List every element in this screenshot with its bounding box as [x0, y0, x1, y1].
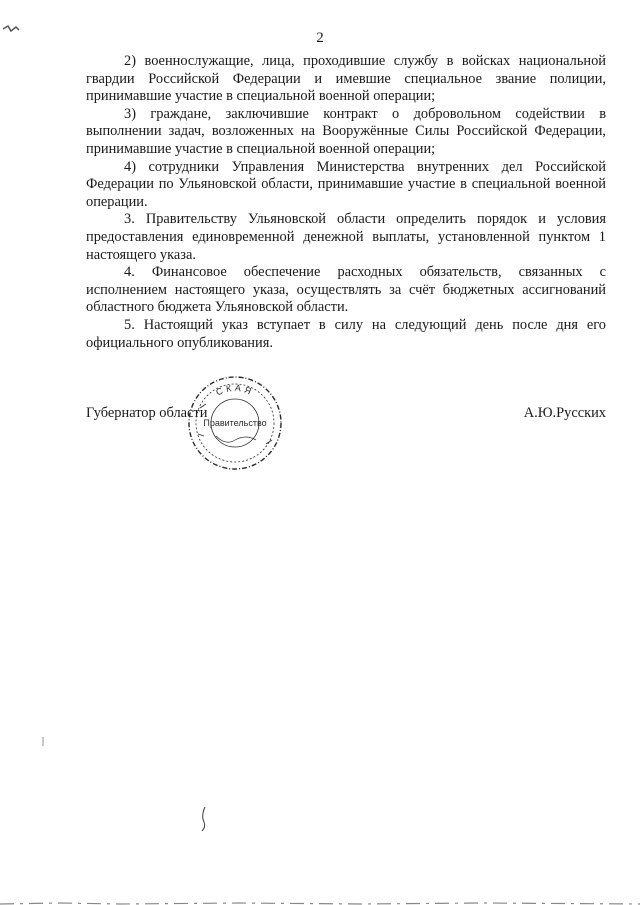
paragraph-item-4: 4) сотрудники Управления Министерства внутренних дел Российской Федерации по Ульяновской области, принимавшие участие в специальной военной операции.: [86, 158, 606, 210]
seal-ring-text: СКАЯ: [214, 382, 256, 398]
page-number: 2: [316, 30, 324, 46]
official-seal-stamp: [186, 374, 284, 472]
dot-mark-icon: [40, 736, 46, 748]
document-body: [86, 53, 606, 352]
paragraph-clause-5: 5. Настоящий указ вступает в силу на следующий день после дня его официального опубликования.: [86, 316, 606, 351]
seal-center-text: Правительство: [203, 418, 267, 428]
signatory-name: А.Ю.Русских: [523, 405, 606, 421]
scan-artifact-icon: [2, 22, 20, 36]
paragraph-item-3: 3) граждане, заключившие контракт о добровольном содействии в выполнении задач, возложенных на Вооружённые Силы Российской Федерации, принимавшие участие в специальной военной операции;: [86, 105, 606, 157]
paragraph-clause-3: 3. Правительству Ульяновской области определить порядок и условия предоставления единовременной денежной выплаты, установленной пунктом 1 настоящего указа.: [86, 211, 606, 263]
seal-icon: [186, 374, 284, 472]
paragraph-clause-4: 4. Финансовое обеспечение расходных обязательств, связанных с исполнением настоящего указа, осуществлять за счёт бюджетных ассигнований областного бюджета Ульяновской области.: [86, 264, 606, 316]
paragraph-item-2: 2) военнослужащие, лица, проходившие службу в войсках национальной гвардии Российской Федерации и имевшие специальное звание полиции, принимавшие участие в специальной военной операции;: [86, 53, 606, 105]
pen-mark-icon: [197, 806, 211, 832]
signatory-title: Губернатор области: [86, 405, 208, 421]
scan-edge-artifact: [0, 901, 640, 905]
